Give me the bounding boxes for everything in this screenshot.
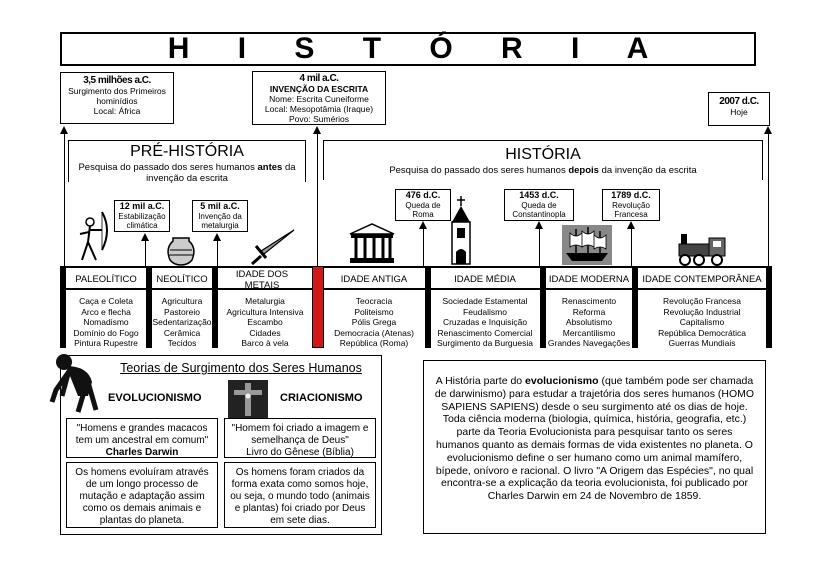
list-item: Renascimento Comercial [437,327,533,338]
list-item: Metalurgia [245,296,285,306]
list-item: Tecidos [167,338,197,348]
arrow-up [145,240,146,266]
list-item: Cidades [249,327,281,338]
text-line: Povo: Sumérios [289,114,349,124]
list-item: Barco à vela [241,338,289,348]
text-line: Surgimento dos Primeiros [68,86,166,96]
list-item: República Democrática [658,327,746,338]
list-item: Escambo [247,317,283,327]
event-line: Revolução [612,200,650,210]
temple-icon [348,222,396,264]
creation-quote: "Homem foi criado a imagem e semelhança de Deus" [231,423,369,446]
creation-quote-box [224,418,376,458]
period-ancient: IDADE ANTIGA [340,273,408,285]
essay-text: A História parte do [435,375,526,387]
date-today: 2007 d.C. [719,96,759,107]
list-item: Mercantilismo [562,327,616,338]
period-metals: IDADE DOS METAIS [235,269,289,291]
desc-text: Pesquisa do passado dos seres humanos [389,165,569,176]
event-line: Francesa [614,210,648,219]
list-item: Absolutismo [565,317,613,327]
desc-text: da invenção da escrita [146,162,296,184]
contemporary-list [638,296,766,349]
list-item: Pintura Rupestre [74,338,138,348]
period-modern: IDADE MODERNA [548,273,630,285]
list-item: Surgimento da Burguesia [437,338,533,348]
sword-icon [244,226,300,266]
neolithic-list [152,296,212,349]
list-item: Revolução Industrial [663,306,741,317]
text-line: hominídios [96,96,138,106]
prehistory-description [68,162,306,184]
event-date: 1453 d.C. [519,190,559,200]
writing-divider [312,266,324,348]
list-item: Pastoreio [164,306,200,317]
list-item: Nomadismo [83,317,129,327]
arrow-up [423,228,424,266]
evolution-quote: "Homens e grandes macacos tem um ancestral em comum" [75,423,209,446]
list-item: Feudalismo [463,306,507,317]
event-line: Queda de [521,200,557,210]
medieval-list [431,296,539,349]
list-item: Democracia (Atenas) [334,327,414,338]
text-line: Hoje [730,107,748,117]
event-476 [395,189,451,221]
history-title: HISTÓRIA [505,146,581,163]
list-item: Guerras Mundiais [668,338,736,348]
creation-text-box [224,462,376,528]
arrow-up [631,228,632,266]
list-item: Cerâmica [163,327,201,338]
ancient-list [324,296,424,349]
list-item: Capitalismo [679,317,725,327]
date-writing: 4 mil a.C. [299,73,339,84]
arrow-up [64,133,65,266]
church-icon [446,196,476,266]
crucifix-icon [228,380,268,418]
list-item: Domínio do Fogo [73,327,139,338]
evolutionism-essay [423,360,766,534]
creation-author: Livro do Gênese (Bíblia) [246,447,354,458]
list-item: Teocracia [355,296,393,306]
list-item: Agricultura [161,296,203,306]
event-date: 476 d.C. [405,190,441,200]
event-date: 1789 d.C. [611,190,651,200]
arrow-up [768,133,769,266]
box-first-hominids [60,72,174,124]
desc-text: da invenção da escrita [598,165,697,176]
list-item: Reforma [572,306,606,317]
event-1789 [602,189,660,221]
archer-icon [72,208,112,266]
arrow-up [317,133,318,266]
period-contemporary: IDADE CONTEMPORÂNEA [642,273,762,285]
prehistory-title: PRÉ-HISTÓRIA [130,143,244,160]
event-5k-bc [192,200,248,232]
event-date: 12 mil a.C. [119,201,165,211]
essay-bold: evolucionismo [525,375,599,387]
ship-icon [562,225,612,265]
list-item: Caça e Coleta [79,296,133,306]
desc-bold: depois [568,165,599,176]
event-1453 [504,189,574,221]
event-line: Queda de [405,200,441,210]
list-item: República (Roma) [339,338,409,348]
event-line: Roma [412,210,434,219]
box-today [708,92,770,126]
history-description [323,165,763,176]
theories-title: Teorias de Surgimento dos Seres Humanos [120,361,362,375]
period-medieval: IDADE MÉDIA [454,273,516,285]
list-item: Revolução Francesa [663,296,741,306]
event-line: Invenção da [198,211,242,221]
period-paleolithic: PALEOLÍTICO [75,273,137,285]
locomotive-icon [675,232,731,266]
list-item: Sedentarização [152,317,212,327]
text-line: Local: Mesopotâmia (Iraque) [264,104,374,114]
list-item: Renascimento [561,296,617,306]
event-line: Constantinopla [512,210,566,219]
list-item: Cruzadas e Inquisição [442,317,528,327]
paleolithic-list [66,296,146,349]
text-line: Nome: Escrita Cuneiforme [269,94,369,104]
evolution-label: EVOLUCIONISMO [108,392,202,404]
list-item: Agricultura Intensiva [226,306,304,317]
event-line: climática [126,221,158,230]
text-line: Local: África [93,106,141,116]
arrow-up [539,228,540,266]
list-item: Arco e flecha [81,306,131,317]
timeline-divider [766,266,772,348]
ape-icon [48,352,106,414]
event-date: 5 mil a.C. [200,201,240,211]
event-12k-bc [114,200,170,232]
pottery-vase-icon [164,236,198,266]
list-item: Politeismo [354,306,394,317]
metals-list [218,296,312,349]
arrow-up [217,240,218,266]
box-writing-invention [252,71,386,125]
writing-heading: INVENÇÃO DA ESCRITA [269,84,369,94]
desc-bold: antes [257,162,283,173]
date-first-hominids: 3,5 milhões a.C. [83,75,151,86]
evolution-text-box [66,462,218,528]
event-line: Estabilização [118,211,166,221]
creation-text: Os homens foram criados da forma exata como somos hoje, ou seja, o mundo todo (animais e plantas) foi criado por Deus em sete dias. [230,467,370,526]
desc-text: Pesquisa do passado dos seres humanos [78,162,258,173]
event-line: metalurgia [201,221,239,230]
essay-text: (que também pode ser chamada de darwinismo) para estudar a trajetória dos seres humanos (HOMO SAPIENS SAPIENS) desde o seu surgimento até os dias de hoje. Toda ciência moderna (biologia, química, história, geografia, etc.) parte da Teoria Evolucionista para pesquisar tanto os seres humanos quanto as demais formas de vida existentes no planeta. O evolucionismo define o ser humano como um animal mamífero, bípede, onívoro e racional. O livro "A Origem das Espécies", no qual encontra-se a explicação da teoria evolucionista, foi publicado por Charles Darwin em 24 de Novembro de 1859. [434,375,755,503]
modern-list [546,296,632,349]
list-item: Grandes Navegações [547,338,631,348]
list-item: Sociedade Estamental [442,296,528,306]
page-title: H I S T Ó R I A [60,32,756,66]
creation-label: CRIACIONISMO [280,392,363,404]
evolution-author: Charles Darwin [105,447,179,458]
evolution-quote-box [66,418,218,458]
period-neolithic: NEOLÍTICO [156,273,208,285]
evolution-text: Os homens evoluíram através de um longo processo de mutação e adaptação assim como os demais animais e plantas do planeta. [75,467,209,526]
list-item: Pólis Grega [351,317,397,327]
